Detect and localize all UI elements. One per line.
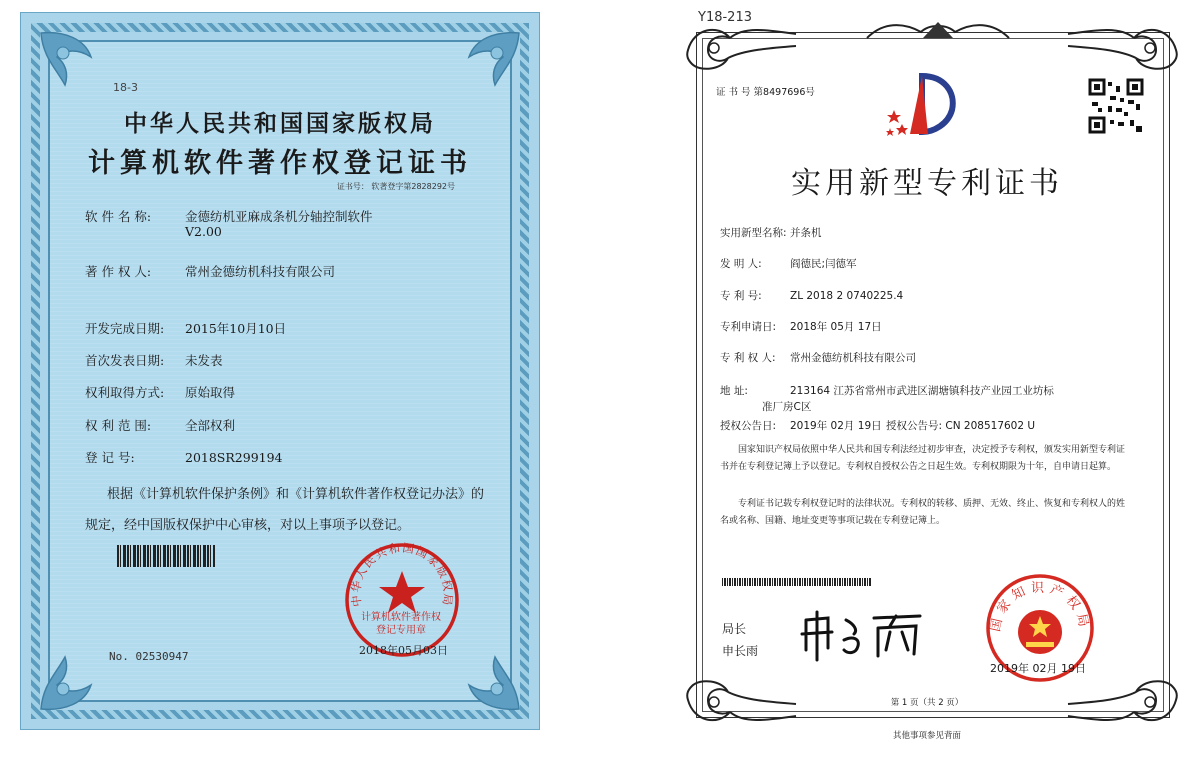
address-continuation: 准厂房C区 [762,401,812,413]
field-label: 权 利 范 围: [85,418,152,433]
corner-ornament-icon [455,645,525,715]
grant-date-row [720,418,882,433]
field-value: 2018SR299194 [185,450,283,465]
field-label: 专 利 号: [720,290,762,302]
seal-ring-text: 国家知识产权局 [988,581,1092,634]
utility-patent-certificate [678,10,1176,741]
issuing-authority: 中华人民共和国国家版权局 [124,110,436,137]
registration-number-row [85,448,283,466]
field-value: 常州金德纺机科技有限公司 [185,264,336,279]
field-value: 2019年 02月 19日 [790,420,882,432]
field-label: 授权公告号: [886,420,943,432]
barcode-icon [722,578,872,586]
software-name-row [85,207,373,225]
field-value: 2018年 05月 17日 [790,321,882,333]
page-number: 第 1 页（共 2 页） [890,698,964,708]
utility-model-name-row [720,225,822,240]
certificate-number: 证书号： 软著登字第2828292号 [336,182,455,191]
field-value: 阎德民;闫德军 [790,258,857,270]
grant-statement-paragraph: 国家知识产权局依照中华人民共和国专利法经过初步审查，决定授予专利权，颁发实用新型专利证书并在专利登记簿上予以登记。专利权自授权公告之日起生效。专利权期限为十年，自申请日起算。 [720,445,1126,472]
acquisition-method-row [85,383,235,401]
handwritten-note: 18-3 [113,81,138,94]
seal-date: 2019年 02月 19日 [990,662,1086,675]
field-label: 专 利 权 人: [720,352,776,364]
patent-holder-row [720,350,916,365]
publication-date-row [85,351,223,369]
corner-ornament-icon [35,27,105,97]
software-copyright-certificate [20,12,540,730]
statement-line: 根据《计算机软件保护条例》和《计算机软件著作权登记办法》的 [107,487,485,502]
field-value: ZL 2018 2 0740225.4 [790,290,904,302]
qr-code-icon [1088,78,1144,134]
field-label: 登 记 号: [85,450,135,465]
handwritten-note: Y18-213 [698,10,752,25]
crest-ornament-icon [863,18,1013,44]
field-value: CN 208517602 U [945,420,1036,432]
field-label: 地 址: [720,385,748,397]
field-value: 并条机 [790,227,822,239]
rights-scope-row [85,416,235,434]
certificate-title: 计算机软件著作权登记证书 [88,148,472,179]
corner-ornament-icon [455,27,525,97]
seal-label: 计算机软件著作权 登记专用章 [361,612,441,636]
scroll-ornament-icon [684,20,802,82]
field-value: 2015年10月10日 [185,321,287,336]
field-label: 实用新型名称: [720,227,787,239]
certificate-title: 实用新型专利证书 [791,166,1063,201]
inventor-row [720,256,857,271]
field-value: 全部权利 [185,418,236,433]
application-date-row [720,319,882,334]
field-label: 软 件 名 称: [85,209,152,224]
serial-number: No. 02530947 [109,650,189,663]
scroll-ornament-icon [1062,20,1180,82]
patent-number-row [720,288,903,303]
field-label: 开发完成日期: [85,321,165,336]
patent-office-logo-icon [882,70,962,144]
corner-ornament-icon [35,645,105,715]
director-name: 申长雨 [722,644,759,658]
seal-ring-text: 中华人民共和国国家版权局 [348,541,456,608]
statement-line: 规定，经中国版权保护中心审核，对以上事项予以登记。 [85,518,411,533]
barcode-icon [117,545,215,567]
field-value: 金德纺机亚麻成条机分轴控制软件 [185,209,373,224]
field-value: 原始取得 [185,385,236,400]
field-label: 权利取得方式: [85,385,165,400]
field-label: 专利申请日: [720,321,777,333]
field-label: 授权公告日: [720,420,777,432]
certificate-number: 证 书 号 第8497696号 [716,87,815,98]
director-title: 局长 [722,622,747,636]
field-label: 著 作 权 人: [85,264,152,279]
address-row [720,383,1054,398]
back-side-note: 其他事项参见背面 [892,731,961,741]
grant-number-row [886,418,1035,433]
field-label: 首次发表日期: [85,353,165,368]
field-label: 发 明 人: [720,258,762,270]
legal-status-paragraph: 专利证书记载专利权登记时的法律状况。专利权的转移、质押、无效、终止、恢复和专利权人的姓名或名称、国籍、地址变更等事项记载在专利登记簿上。 [720,499,1126,526]
development-date-row [85,319,286,337]
field-value: 213164 江苏省常州市武进区湖塘镇科技产业园工业坊标 [790,385,1054,397]
software-version: V2.00 [185,224,222,239]
copyright-owner-row [85,262,335,280]
field-value: 未发表 [185,353,223,368]
field-value: 常州金德纺机科技有限公司 [790,352,916,364]
director-signature-icon [798,606,928,662]
seal-date: 2018年05月03日 [359,644,448,657]
